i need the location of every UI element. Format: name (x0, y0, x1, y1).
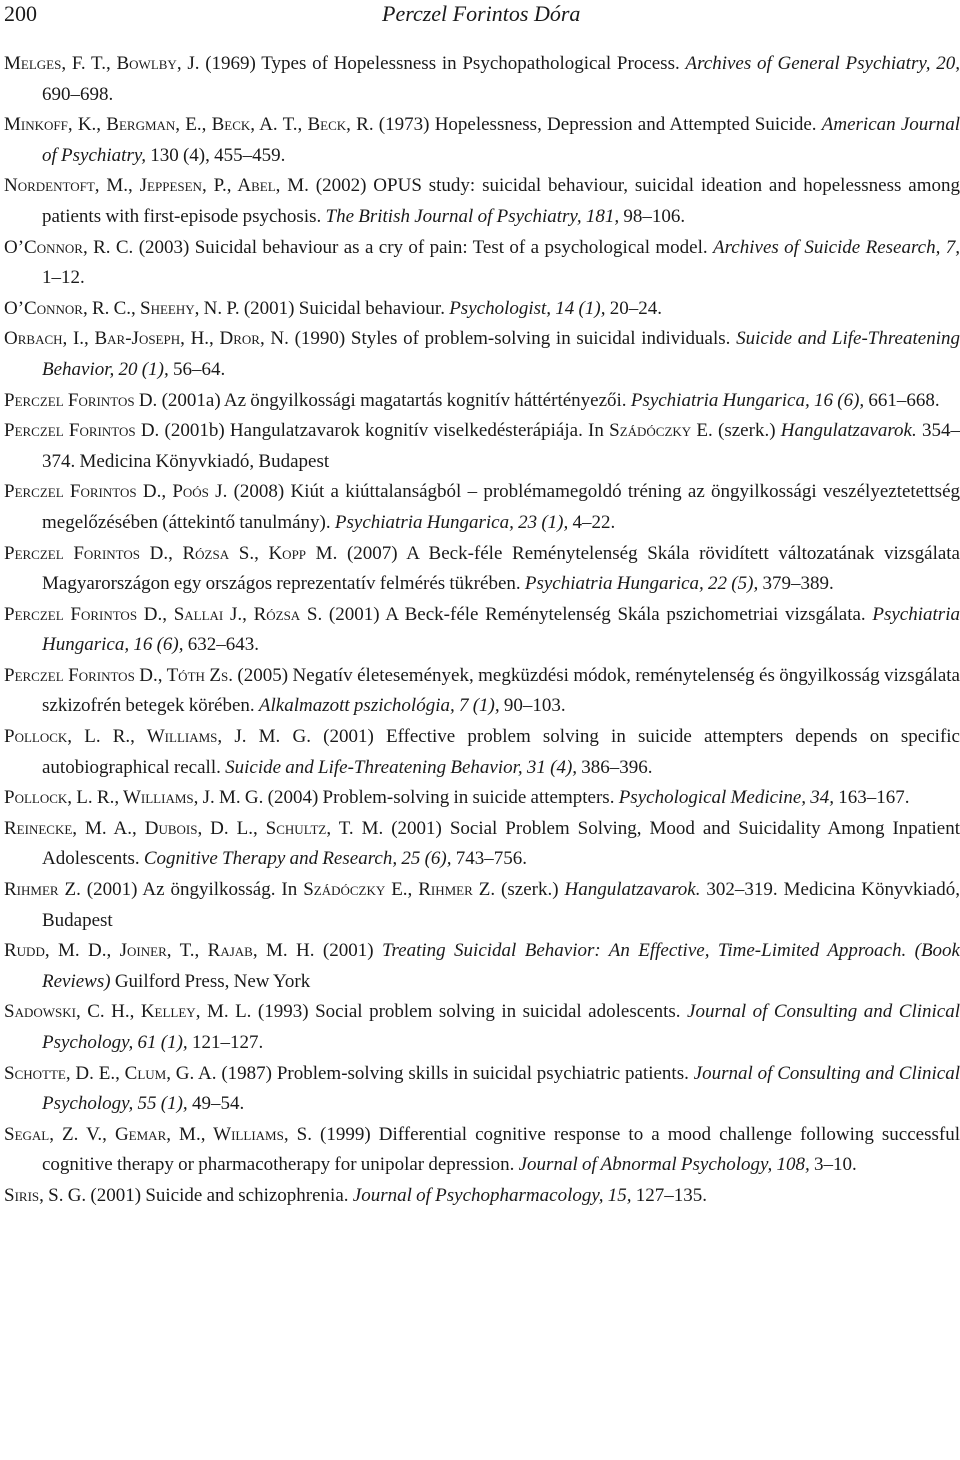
reference-text: 661–668. (864, 389, 940, 411)
reference-text: (2001) A Beck-féle Reménytelenség Skála pszichometriai vizsgálata. (322, 603, 873, 625)
reference-text: E. (szerk.) (691, 420, 781, 442)
reference-source: Psychiatria Hungarica, 16 (6), (630, 389, 865, 411)
reference-text: (1969) Types of Hopelessness in Psychopathological Process. (199, 53, 686, 74)
reference-authors: Orbach, I., Bar-Joseph, H., Dror, N. (4, 328, 289, 350)
reference-entry (0, 416, 960, 477)
reference-authors: Perczel Forintos D. (4, 389, 158, 411)
reference-source: Treating Suicidal Behavior: An Effective, Time-Limited Approach. (Book Reviews) (42, 940, 960, 992)
reference-authors: Perczel Forintos D., Tóth Zs. (4, 664, 233, 686)
reference-source: Hangulatzavarok. (780, 420, 917, 442)
reference-source: Hangulatzavarok. (564, 879, 701, 901)
reference-text: (2002) OPUS study: suicidal behaviour, suicidal ideation and hopelessness among patients with first-episode psychosis. (42, 175, 960, 227)
reference-text: 690–698. (42, 83, 114, 105)
reference-source: Suicide and Life-Threatening Behavior, 31 (4), (225, 756, 578, 778)
reference-authors: Minkoff, K., Bergman, E., Beck, A. T., Beck, R. (4, 114, 374, 136)
reference-source: Psychiatria Hungarica, 16 (6), (42, 603, 960, 656)
reference-authors: Melges, F. T., Bowlby, J. (4, 53, 200, 74)
reference-source: Psychiatria Hungarica, 22 (5), (524, 573, 759, 595)
reference-text: (2008) Kiút a kiúttalanságból – problémamegoldó tréning az öngyilkossági veszélyeztetettség megelőzésében (áttekintő tanulmány). (42, 481, 960, 533)
reference-authors: O’Connor, R. C., Sheehy, N. P. (4, 297, 240, 319)
reference-text: (2001) Effective problem solving in suicide attempters depends on specific autobiographical recall. (42, 726, 960, 778)
reference-source: The British Journal of Psychiatry, 181, (325, 205, 620, 227)
reference-entry (0, 936, 960, 997)
reference-text: (2003) Suicidal behaviour as a cry of pain: Test of a psychological model. (133, 236, 713, 258)
reference-entry (0, 539, 960, 600)
reference-source: Journal of Consulting and Clinical Psychology, 55 (1), (42, 1062, 960, 1115)
reference-text: 98–106. (619, 205, 686, 227)
reference-text: (2001b) Hangulatzavarok kognitív viselkedésterápiája. In (159, 420, 610, 442)
reference-text: (1990) Styles of problem-solving in suicidal individuals. (288, 328, 737, 350)
running-title: Perczel Forintos Dóra (382, 1, 581, 26)
reference-text: (2001) Suicidal behaviour. (239, 297, 450, 319)
reference-authors: Perczel Forintos D. (4, 420, 160, 442)
reference-text: 56–64. (168, 358, 226, 380)
reference-text: 163–167. (834, 787, 910, 809)
reference-text: 743–756. (451, 848, 527, 870)
reference-text: 379–389. (758, 573, 834, 595)
reference-text: (2001a) Az öngyilkossági magatartás kognitív háttértényezői. (157, 389, 631, 411)
reference-entry (0, 1120, 960, 1181)
reference-source: Journal of Abnormal Psychology, 108, (518, 1154, 810, 1176)
reference-text: 4–22. (568, 511, 616, 533)
reference-entry (0, 294, 960, 325)
reference-source: Archives of General Psychiatry, 20, (685, 53, 960, 74)
reference-entry (0, 1181, 960, 1212)
reference-source: Psychological Medicine, 34, (618, 787, 835, 809)
reference-text: 90–103. (499, 695, 566, 717)
reference-text: (2004) Problem-solving in suicide attempters. (263, 787, 619, 809)
reference-entry (0, 814, 960, 875)
reference-entry (0, 233, 960, 294)
reference-authors: Szádóczky (609, 420, 692, 442)
reference-text: Guilford Press, New York (110, 970, 311, 992)
reference-authors: Schotte, D. E., Clum, G. A. (4, 1062, 217, 1084)
reference-source: Journal of Consulting and Clinical Psychology, 61 (1), (42, 1001, 960, 1053)
reference-text: 386–396. (577, 756, 653, 778)
reference-text: 49–54. (187, 1093, 245, 1115)
reference-authors: Szádóczky E., Rihmer Z. (303, 879, 496, 901)
reference-entry (0, 49, 960, 110)
reference-entry (0, 1059, 960, 1120)
reference-entry (0, 661, 960, 722)
reference-text: (2005) Negatív életesemények, megküzdési módok, reménytelenség és öngyilkosság vizsgálata szkizofrén betegek körében. (42, 664, 960, 717)
reference-entry (0, 600, 960, 661)
reference-text: (1973) Hopelessness, Depression and Attempted Suicide. (373, 114, 822, 136)
reference-authors: Perczel Forintos D., Sallai J., Rózsa S. (4, 603, 323, 625)
reference-entry (0, 110, 960, 171)
reference-entry (0, 997, 960, 1058)
reference-authors: Siris, S. G. (4, 1184, 87, 1206)
reference-text: 20–24. (605, 297, 662, 319)
page-number: 200 (4, 1, 37, 26)
reference-authors: Pollock, L. R., Williams, J. M. G. (4, 726, 311, 748)
reference-entry (0, 386, 960, 417)
reference-text: (2001) Social Problem Solving, Mood and Suicidality Among Inpatient Adolescents. (42, 817, 960, 870)
reference-text: 302–319. Medicina Könyvkiadó, Budapest (42, 879, 960, 931)
reference-entry (0, 171, 960, 232)
reference-source: Psychiatria Hungarica, 23 (1), (334, 511, 569, 533)
reference-text: 3–10. (809, 1154, 857, 1176)
reference-entry (0, 477, 960, 538)
reference-list (0, 49, 960, 1212)
reference-entry (0, 875, 960, 936)
reference-authors: O’Connor, R. C. (4, 236, 134, 258)
reference-source: Alkalmazott pszichológia, 7 (1), (258, 695, 500, 717)
reference-authors: Pollock, L. R., Williams, J. M. G. (4, 787, 264, 809)
reference-text: (2001) Suicide and schizophrenia. (86, 1184, 353, 1206)
reference-text: (1987) Problem-solving skills in suicidal psychiatric patients. (216, 1062, 694, 1084)
reference-source: Suicide and Life-Threatening Behavior, 20 (1), (42, 328, 960, 380)
reference-text: (2001) Az öngyilkosság. In (80, 879, 304, 901)
reference-text: (2001) (314, 940, 382, 962)
reference-source: Psychologist, 14 (1), (449, 297, 606, 319)
reference-text: (szerk.) (495, 879, 565, 901)
reference-authors: Rihmer Z. (4, 879, 81, 901)
reference-authors: Perczel Forintos D., Poós J. (4, 481, 228, 503)
reference-source: American Journal of Psychiatry, (42, 114, 960, 166)
reference-source: Cognitive Therapy and Research, 25 (6), (143, 848, 452, 870)
reference-authors: Rudd, M. D., Joiner, T., Rajab, M. H. (4, 940, 315, 962)
reference-text: (2007) A Beck-féle Reménytelenség Skála rövidített változatának vizsgálata Magyarországon egy országos reprezentatív felmérés tükrében. (42, 542, 960, 595)
reference-text: 632–643. (183, 634, 259, 656)
reference-text: 1–12. (42, 267, 85, 289)
reference-authors: Nordentoft, M., Jeppesen, P., Abel, M. (4, 175, 309, 197)
reference-entry (0, 783, 960, 814)
reference-entry (0, 324, 960, 385)
reference-text: (1993) Social problem solving in suicidal adolescents. (251, 1001, 688, 1023)
reference-authors: Segal, Z. V., Gemar, M., Williams, S. (4, 1123, 312, 1145)
reference-authors: Sadowski, C. H., Kelley, M. L. (4, 1001, 252, 1023)
reference-entry (0, 722, 960, 783)
reference-text: 354–374. Medicina Könyvkiadó, Budapest (42, 420, 960, 472)
reference-source: Journal of Psychopharmacology, 15, (352, 1184, 632, 1206)
reference-text: 130 (4), 455–459. (145, 144, 286, 166)
reference-source: Archives of Suicide Research, 7, (713, 236, 960, 258)
reference-text: (1999) Differential cognitive response to a mood challenge following successful cognitive therapy or pharmacotherapy for unipolar depression. (42, 1123, 960, 1176)
reference-authors: Reinecke, M. A., Dubois, D. L., Schultz, T. M. (4, 817, 384, 839)
reference-authors: Perczel Forintos D., Rózsa S., Kopp M. (4, 542, 338, 564)
reference-text: 127–135. (631, 1184, 707, 1206)
reference-text: 121–127. (187, 1032, 264, 1053)
page-header (0, 0, 960, 30)
